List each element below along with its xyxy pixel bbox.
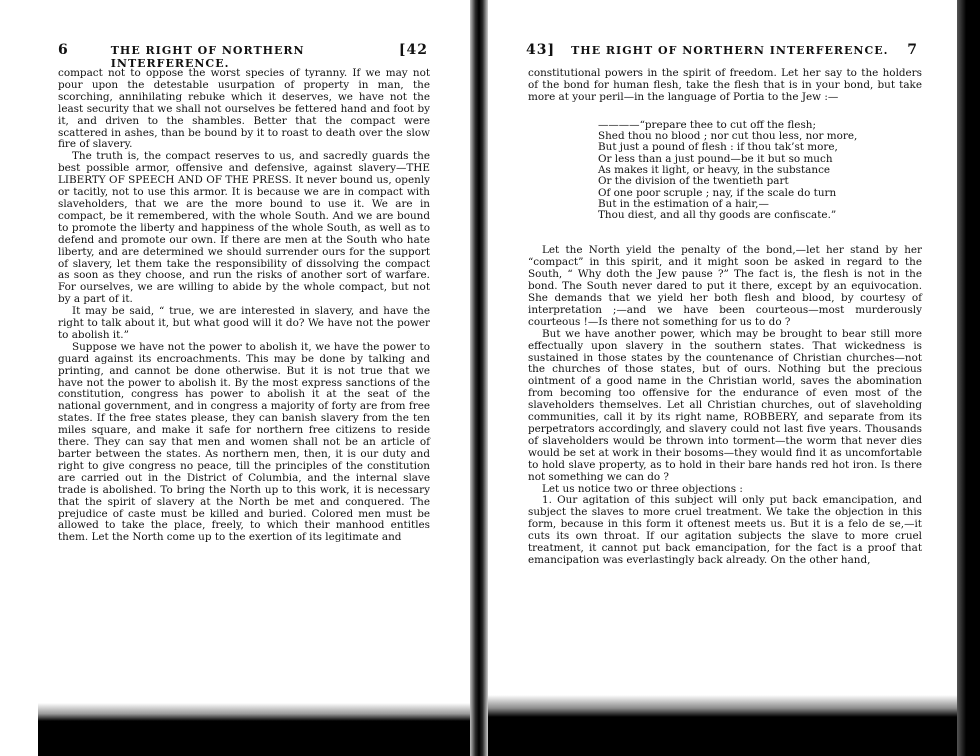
scan-bottom-shadow-right: [488, 717, 957, 756]
right-page-text: [528, 68, 922, 567]
scan-right-edge: [957, 0, 980, 756]
left-paragraph-3: It may be said, “ true, we are interested in slavery, and have the right to talk about it, but what good will it do? We have not the power to abolish it.”: [58, 305, 430, 341]
left-running-title: THE RIGHT OF NORTHERN INTERFERENCE.: [110, 44, 305, 70]
left-page: [0, 0, 470, 756]
scan-bottom-shadow-left: [38, 721, 470, 756]
left-paragraph-1: compact not to oppose the worst species of tyranny. If we may not pour upon the detestable usurpation of property in man, the scorching, annihilating rebuke which it deserves, we have not the least security that we shall not ourselves be fettered hand and foot by it, and driven to the shambles. Better that the compact were scattered in ashes, than be bound by it to roast to death over the slow fire of slavery.: [58, 67, 430, 151]
quote-line: But in the estimation of a hair,—: [598, 197, 769, 210]
left-page-header: [58, 42, 428, 70]
quote-line: Or less than a just pound—be it but so much: [598, 152, 833, 165]
right-paragraph-1: Let the North yield the penalty of the bond,—let her stand by her “compact” in this spirit, and it might soon be asked in regard to the South, “ Why doth the Jew pause ?” The fact is, the flesh is not in the bond. The South never dared to put it there, except by an equivocation. She demands that we yield her both flesh and blood, by courtesy of interpretation ;—and we have been courteous—most murderously courteous !—Is there not something for us to do ?: [528, 244, 922, 328]
right-paragraph-3: Let us notice two or three objections :: [542, 482, 743, 495]
quote-line: Of one poor scruple ; nay, if the scale do turn: [598, 186, 837, 199]
quote-line: Thou diest, and all thy goods are confiscate.”: [598, 209, 837, 222]
right-intro-paragraph: constitutional powers in the spirit of freedom. Let her say to the holders of the bond for human flesh, take the flesh that is in your bond, but take more at your peril—in the language of Portia to the Jew :—: [528, 67, 922, 103]
right-paragraph-4: 1. Our agitation of this subject will only put back emancipation, and subject the slaves to more cruel treatment. We take the objection in this form, because in this form it oftenest meets us. But it is a felo de se,—it cuts its own throat. If our agitation subjects the slave to more cruel treatment, it cannot put back emancipation, for the fact is a proof that emancipation was everlastingly back already. On the other hand,: [528, 494, 922, 566]
quote-line: But just a pound of flesh : if thou tak’st more,: [598, 141, 838, 154]
right-page-bracket: 43]: [526, 42, 556, 58]
right-page: [488, 0, 956, 756]
quote-line: Shed thou no blood ; nor cut thou less, nor more,: [598, 130, 858, 143]
left-paragraph-4: Suppose we have not the power to abolish it, we have the power to guard against its encroachments. This may be done by talking and printing, and cannot be done otherwise. But it is not true that we have not the power to abolish it. By the most express sanctions of the constitution, congress has power to abolish it at the seat of the national government, and in congress a majority of forty are from free states. If the free states please, they can banish slavery from the ten miles square, and make it safe for northern free citizens to reside there. They can say that men and women shall not be an article of barter between the states. As northern men, then, it is our duty and right to give congress no peace, till the principles of the constitution are carried out in the District of Columbia, and the internal slave trade is abolished. To bring the North up to this work, it is necessary that the spirit of slavery at the North be met and conquered. The prejudice of caste must be killed and buried. Colored men must be allowed to take the place, freely, to which their manhood entitles them. Let the North come up to the exertion of its legitimate and: [58, 340, 430, 544]
right-running-title: THE RIGHT OF NORTHERN INTERFERENCE.: [571, 44, 889, 57]
left-page-number: 6: [58, 42, 69, 58]
right-paragraph-2: But we have another power, which may be brought to bear still more effectually upon slavery in the southern states. That wickedness is sustained in those states by the countenance of Christian churches—not the churches of those states, but of ours. Nothing but the precious ointment of a good name in the Christian world, saves the abomination from becoming too offensive for the endurance of even most of the slaveholders themselves. Let all Christian churches, out of slaveholding communities, call it by its right name, ROBBERY, and separate from its perpetrators accordingly, and slavery could not last five years. Thousands of slaveholders would be thrown into torment—the worm that never dies would be set at work in their bosoms—they would find it as uncomfortable to hold slave property, as to hold in their bare hands red hot iron. Is there not something we can do ?: [528, 327, 922, 483]
left-page-bracket: [42: [398, 42, 428, 58]
right-page-number: 7: [907, 42, 918, 58]
portia-quote: [598, 120, 922, 222]
right-page-header: [526, 42, 918, 58]
left-page-text: [58, 68, 430, 544]
quote-line: As makes it light, or heavy, in the substance: [598, 163, 831, 176]
quote-line: ————“prepare thee to cut off the flesh;: [598, 118, 816, 131]
book-gutter: [470, 0, 488, 756]
quote-line: Or the division of the twentieth part: [598, 175, 789, 188]
left-paragraph-2: The truth is, the compact reserves to us, and sacredly guards the best possible armor, offensive and defensive, against slavery—THE LIBERTY OF SPEECH AND OF THE PRESS. It never bound us, openly or tacitly, not to use this armor. It is because we are in compact with slaveholders, that we are the more bound to use it. We are in compact, be it remembered, with the whole South. And we are bound to promote the liberty and happiness of the whole South, as well as to defend and promote our own. If there are men at the South who hate liberty, and are determined we should surrender ours for the support of slavery, let them take the responsibility of dissolving the compact as soon as they choose, and run the risks of another sort of warfare. For ourselves, we are willing to abide by the whole compact, but not by a part of it.: [58, 150, 430, 306]
